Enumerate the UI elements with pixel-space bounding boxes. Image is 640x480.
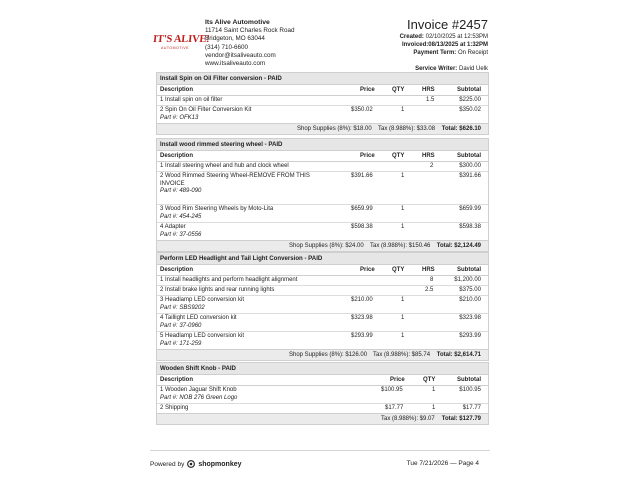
line-item-description (160, 333, 320, 348)
col-hrs: HRS (422, 87, 435, 93)
powered-by (150, 460, 242, 468)
line-item-subtotal: $100.95 (459, 387, 481, 393)
shop-supplies: Shop Supplies (8%): $24.00 (289, 243, 364, 249)
line-item-description (160, 107, 320, 122)
col-description: Description (160, 267, 194, 273)
line-item-description: 1 Install spin on oil filter (160, 97, 223, 103)
service-writer-label: Service Writer: (415, 66, 458, 72)
line-item-row (157, 162, 488, 172)
part-number: Part #: 37-0556 (160, 231, 202, 238)
item-name: 3 Wood Rim Steering Wheels by Moto-Lita (160, 206, 274, 212)
col-price: Price (390, 377, 405, 383)
service-section (156, 252, 489, 361)
item-name: 1 Wooden Jaguar Shift Knob (160, 387, 237, 393)
line-item-qty: 1 (401, 224, 405, 230)
section-title: Wooden Shift Knob - PAID (157, 363, 488, 375)
created-line (400, 33, 488, 41)
created-label: Created: (399, 34, 424, 40)
line-item-description (160, 224, 320, 239)
column-header-row (157, 151, 488, 162)
service-section (156, 138, 489, 252)
col-subtotal: Subtotal (457, 87, 481, 93)
section-totals (157, 240, 488, 251)
section-title: Perform LED Headlight and Tail Light Conversion - PAID (157, 253, 488, 265)
shop-info (205, 19, 295, 68)
line-item-price: $323.98 (351, 315, 373, 321)
logo-text: IT'S ALIVE! (152, 34, 211, 45)
line-item-price: $293.99 (351, 333, 373, 339)
line-item-subtotal: $210.00 (459, 297, 481, 303)
shop-supplies: Shop Supplies (8%): $126.00 (289, 352, 368, 358)
col-description: Description (160, 153, 194, 159)
shopmonkey-logo-icon (187, 460, 195, 468)
shop-name: Its Alive Automotive (205, 19, 270, 26)
line-item-price: $100.95 (381, 387, 403, 393)
col-qty: QTY (392, 153, 405, 159)
shop-address-line2: Bridgeton, MO 63044 (205, 35, 265, 43)
column-header-row (157, 85, 488, 96)
section-title: Install Spin on Oil Filter conversion - PAID (157, 73, 488, 85)
line-item-subtotal: $375.00 (459, 287, 481, 293)
invoice-header (150, 14, 490, 70)
line-item-subtotal: $225.00 (459, 97, 481, 103)
line-item-qty: 1 (401, 206, 405, 212)
line-item-subtotal: $17.77 (462, 405, 481, 411)
item-name: 5 Headlamp LED conversion kit (160, 333, 245, 339)
line-item-price: $350.02 (351, 107, 373, 113)
line-item-description: 1 Install headlights and perform headlight alignment (160, 277, 298, 283)
line-item-subtotal: $300.00 (459, 163, 481, 169)
line-item-price: $391.66 (351, 173, 373, 179)
line-item-qty: 1 (432, 405, 436, 411)
col-subtotal: Subtotal (457, 377, 481, 383)
shop-phone: (314) 710-6600 (205, 43, 249, 51)
line-item-hrs: 1.5 (426, 97, 435, 103)
line-item-subtotal: $1,200.00 (454, 277, 481, 283)
line-item-qty: 1 (432, 387, 436, 393)
part-number: Part #: SBS9202 (160, 304, 205, 311)
col-price: Price (360, 87, 375, 93)
line-item-qty: 1 (401, 297, 405, 303)
payment-term-line (400, 49, 488, 57)
line-item-row (157, 314, 488, 332)
line-item-row (157, 223, 488, 241)
col-description: Description (160, 377, 194, 383)
item-name: 3 Headlamp LED conversion kit (160, 297, 245, 303)
section-total: Total: $2,124.49 (436, 243, 481, 249)
line-item-price: $210.00 (351, 297, 373, 303)
line-item-description: 2 Install brake lights and rear running lights (160, 287, 275, 293)
part-number: Part #: 171-259 (160, 340, 202, 347)
line-item-subtotal: $391.66 (459, 173, 481, 179)
invoiced-value: 08/13/2025 at 1:32PM (428, 42, 488, 48)
shop-email[interactable]: vendor@itsaliveauto.com (205, 51, 276, 59)
line-item-hrs: 2 (430, 163, 434, 169)
line-item-description: 1 Install steering wheel and hub and clock wheel (160, 163, 289, 169)
line-item-row (157, 386, 488, 404)
section-totals (157, 349, 488, 360)
col-price: Price (360, 267, 375, 273)
part-number: Part #: 454-245 (160, 213, 202, 220)
column-header-row (157, 375, 488, 386)
section-totals (157, 123, 488, 134)
line-item-hrs: 8 (430, 277, 434, 283)
payment-term-value: On Receipt (457, 50, 488, 56)
page-footer (150, 450, 490, 468)
line-item-description (160, 173, 318, 196)
line-item-subtotal: $293.99 (459, 333, 481, 339)
col-price: Price (360, 153, 375, 159)
col-description: Description (160, 87, 194, 93)
col-subtotal: Subtotal (457, 267, 481, 273)
col-qty: QTY (392, 267, 405, 273)
tax: Tax (8.988%): $9.07 (381, 416, 435, 422)
item-name: 2 Spin On Oil Filter Conversion Kit (160, 107, 252, 113)
line-item-qty: 1 (401, 173, 405, 179)
tax: Tax (8.988%): $33.08 (378, 126, 436, 132)
line-item-description (160, 297, 320, 312)
payment-term-label: Payment Term: (413, 50, 457, 56)
powered-by-text: Powered by (150, 460, 185, 468)
service-section (156, 362, 489, 425)
invoiced-line (400, 41, 488, 49)
line-item-row (157, 205, 488, 223)
item-name: 4 Adapter (160, 224, 186, 230)
date-page: Tue 7/21/2026 — Page 4 (406, 460, 479, 467)
invoice-meta (400, 17, 488, 73)
line-item-subtotal: $350.02 (459, 107, 481, 113)
line-item-subtotal: $659.99 (459, 206, 481, 212)
shop-address-line1: 11714 Saint Charles Rock Road (205, 27, 295, 35)
line-item-subtotal: $598.38 (459, 224, 481, 230)
col-hrs: HRS (422, 267, 435, 273)
part-number: Part #: 489-090 (160, 188, 202, 194)
service-section (156, 72, 489, 135)
line-item-hrs: 2.5 (425, 287, 434, 293)
section-total: Total: $127.79 (441, 416, 481, 422)
section-title: Install wood rimmed steering wheel - PAID (157, 139, 488, 151)
created-value: 02/10/2025 at 12:53PM (425, 34, 488, 40)
line-item-row (157, 296, 488, 314)
line-item-qty: 1 (401, 107, 405, 113)
line-item-row (157, 286, 488, 296)
line-item-row (157, 332, 488, 350)
item-name: 2 Wood Rimmed Steering Wheel-REMOVE FROM THIS INVOICE (160, 173, 310, 187)
section-total: Total: $626.10 (441, 126, 481, 132)
line-item-description (160, 315, 320, 330)
shop-logo (152, 34, 211, 56)
tax: Tax (8.988%): $150.46 (370, 243, 431, 249)
col-subtotal: Subtotal (457, 153, 481, 159)
line-item-description (160, 387, 320, 402)
part-number: Part #: 37-0960 (160, 322, 202, 329)
section-totals (157, 413, 488, 424)
line-item-price: $598.38 (351, 224, 373, 230)
line-item-qty: 1 (401, 333, 405, 339)
col-qty: QTY (392, 87, 405, 93)
line-item-price: $17.77 (385, 405, 404, 411)
line-item-description (160, 206, 320, 221)
part-number: Part #: OFK13 (160, 114, 199, 121)
col-qty: QTY (423, 377, 436, 383)
part-number: Part #: NOB 276 Green Logo (160, 394, 238, 401)
item-name: 4 Taillight LED conversion kit (160, 315, 237, 321)
line-item-price: $659.99 (351, 206, 373, 212)
line-item-row (157, 106, 488, 124)
line-item-description: 2 Shipping (160, 405, 189, 411)
brand-name[interactable]: shopmonkey (198, 460, 242, 468)
tax: Tax (8.988%): $85.74 (373, 352, 431, 358)
line-item-row (157, 276, 488, 286)
line-item-row (157, 96, 488, 106)
invoice-number: Invoice #2457 (407, 17, 488, 32)
line-item-subtotal: $323.98 (459, 315, 481, 321)
line-item-row (157, 172, 488, 205)
column-header-row (157, 265, 488, 276)
col-hrs: HRS (422, 153, 435, 159)
shop-supplies: Shop Supplies (8%): $18.00 (297, 126, 372, 132)
invoiced-label: Invoiced: (401, 42, 429, 48)
section-total: Total: $2,614.71 (436, 352, 481, 358)
logo-subtext: AUTOMOTIVE (161, 46, 190, 50)
line-item-qty: 1 (401, 315, 405, 321)
shop-website[interactable]: www.itsaliveauto.com (205, 60, 266, 68)
service-writer-value: David Uelk (458, 66, 488, 72)
